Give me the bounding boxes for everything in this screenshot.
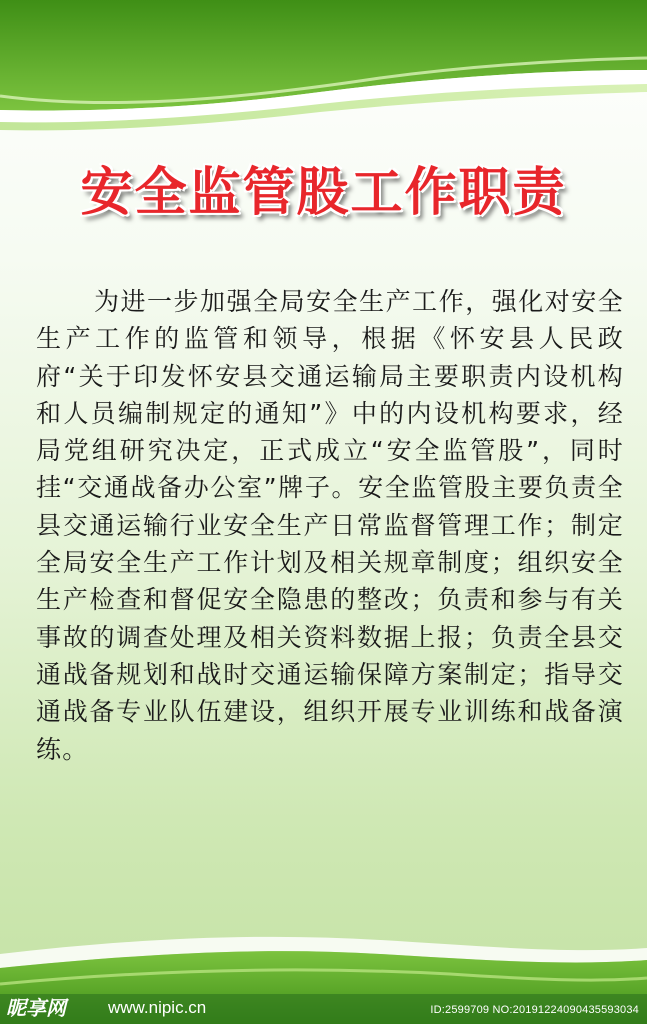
page-title: 安全监管股工作职责	[80, 162, 567, 223]
watermark-logo: 昵享网	[6, 996, 66, 1020]
watermark-id: ID:2599709 NO:20191224090435593034	[430, 1004, 639, 1016]
watermark-bar	[0, 994, 647, 1024]
watermark-url[interactable]: www.nipic.cn	[108, 998, 207, 1017]
top-decorative-band	[0, 0, 647, 140]
body-paragraph: 为进一步加强全局安全生产工作，强化对安全生产工作的监管和领导，根据《怀安县人民政府“关于印发怀安县交通运输局主要职责内设机构和人员编制规定的通知”》中的内设机构要求，经局党组研究决定，正式成立“安全监管股”，同时挂“交通战备办公室”牌子。安全监管股主要负责全县交通运输行业安全生产日常监督管理工作；制定全局安全生产工作计划及相关规章制度；组织安全生产检查和督促安全隐患的整改；负责和参与有关事故的调查处理及相关资料数据上报；负责全县交通战备规划和战时交通运输保障方案制定；指导交通战备专业队伍建设，组织开展专业训练和战备演练。	[36, 287, 624, 764]
